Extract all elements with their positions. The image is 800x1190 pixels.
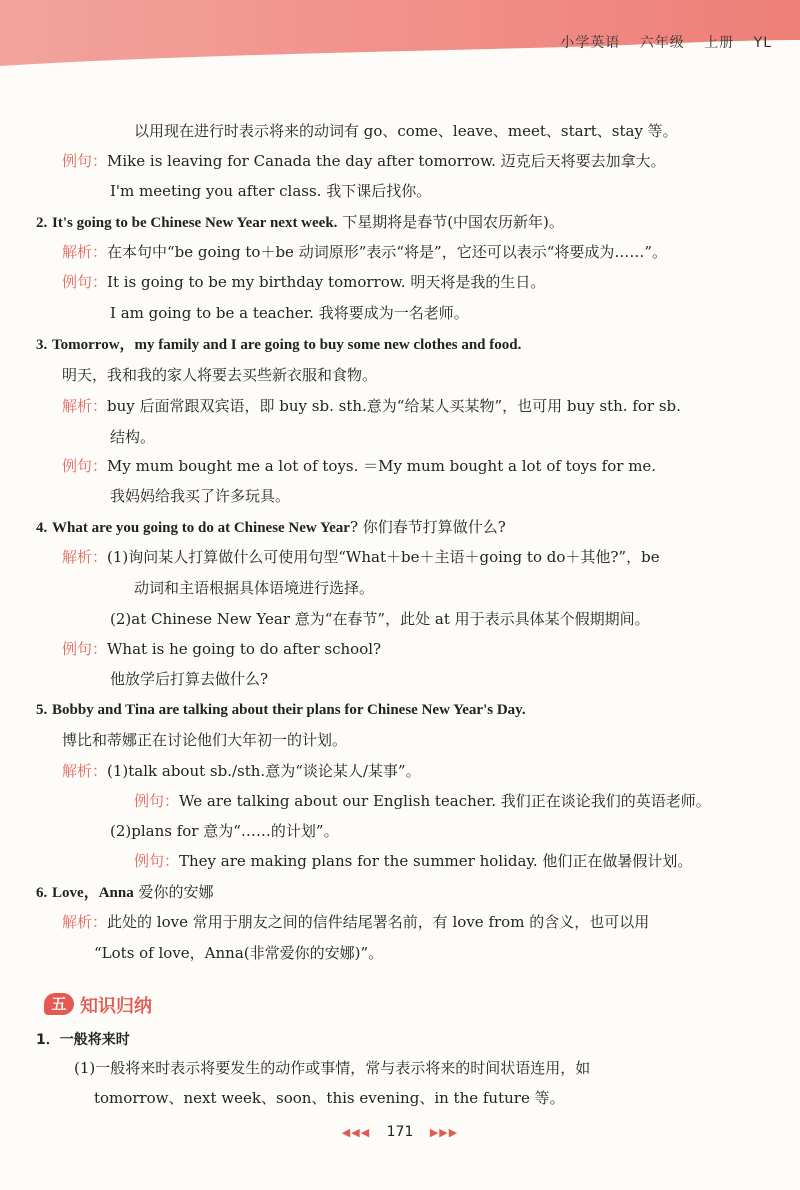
line-text: We are talking about our English teacher. 我们正在谈论我们的英语老师。 xyxy=(179,792,711,810)
label-tag: 解析： xyxy=(62,762,108,780)
label-tag: 例句： xyxy=(62,273,108,291)
label-tag: 例句： xyxy=(62,457,108,475)
line-text: buy 后面常跟双宾语，即 buy sb. sth.意为“给某人买某物”，也可用 buy sth. for sb. xyxy=(107,397,681,415)
line-text: I'm meeting you after class. 我下课后找你。 xyxy=(110,182,432,200)
label-tag: 解析： xyxy=(62,243,108,261)
key-sentence: What are you going to do at Chinese New Year xyxy=(52,520,350,536)
text-line xyxy=(36,699,526,720)
knowledge-heading: 1．一般将来时 xyxy=(36,1032,130,1048)
text-line xyxy=(134,791,711,811)
item-number: 3. xyxy=(36,337,48,353)
text-line xyxy=(110,609,650,629)
text-line xyxy=(94,943,383,963)
label-tag: 解析： xyxy=(62,548,108,566)
line-text: They are making plans for the summer holiday. 他们正在做暑假计划。 xyxy=(179,852,693,870)
text-line xyxy=(134,851,692,871)
text-line xyxy=(62,456,656,476)
line-text: (2)plans for 意为“……的计划”。 xyxy=(110,822,339,840)
next-arrows-icon: ▶▶▶ xyxy=(429,1126,459,1139)
page-footer xyxy=(0,1124,800,1140)
text-line xyxy=(110,669,268,689)
label-tag: 例句： xyxy=(134,852,180,870)
header-info xyxy=(546,32,772,52)
label-tag: 例句： xyxy=(62,152,108,170)
knowledge-line: (1)一般将来时表示将要发生的动作或事情，常与表示将来的时间状语连用，如 xyxy=(74,1059,591,1077)
knowledge-line: tomorrow、next week、soon、this evening、in the future 等。 xyxy=(94,1089,565,1107)
text-line xyxy=(62,730,347,750)
text-line xyxy=(110,821,339,841)
item-number: 2. xyxy=(36,215,48,231)
line-text: 下星期将是春节(中国农历新年)。 xyxy=(337,213,564,231)
section-title: 知识归纳 xyxy=(80,996,152,1017)
text-line xyxy=(36,334,521,355)
line-text: (1)询问某人打算做什么可使用句型“What＋be＋主语＋going to do＋其他?”，be xyxy=(107,548,660,566)
line-text: 他放学后打算去做什么? xyxy=(110,670,269,688)
text-line xyxy=(62,761,421,781)
key-sentence: It's going to be Chinese New Year next week. xyxy=(52,215,338,231)
text-line xyxy=(134,121,678,141)
text-line xyxy=(36,882,214,903)
header-subject: 小学英语 xyxy=(560,35,621,51)
label-tag: 例句： xyxy=(134,792,180,810)
item-number: 4. xyxy=(36,520,48,536)
text-line xyxy=(36,517,506,538)
line-text: My mum bought me a lot of toys. ＝My mum bought a lot of toys for me. xyxy=(107,457,657,475)
line-text: 以用现在进行时表示将来的动词有 go、come、leave、meet、start、stay 等。 xyxy=(134,122,678,140)
line-text: (2)at Chinese New Year 意为“在春节”，此处 at 用于表示具体某个假期期间。 xyxy=(110,610,650,628)
line-text: 明天，我和我的家人将要去买些新衣服和食物。 xyxy=(62,366,378,384)
text-line xyxy=(110,181,431,201)
item-number: 5. xyxy=(36,702,48,718)
key-sentence: Bobby and Tina are talking about their plans for Chinese New Year's Day. xyxy=(52,702,526,718)
text-line xyxy=(62,151,666,171)
line-text: It is going to be my birthday tomorrow. 明天将是我的生日。 xyxy=(107,273,546,291)
text-line xyxy=(62,547,660,567)
line-text: 博比和蒂娜正在讨论他们大年初一的计划。 xyxy=(62,731,348,749)
text-line xyxy=(134,578,374,598)
text-line xyxy=(110,427,155,447)
line-text: I am going to be a teacher. 我将要成为一名老师。 xyxy=(110,304,469,322)
prev-arrows-icon: ◀◀◀ xyxy=(341,1126,371,1139)
text-line xyxy=(62,365,377,385)
line-text: 我妈妈给我买了许多玩具。 xyxy=(110,487,291,505)
line-text: 结构。 xyxy=(110,428,156,446)
line-text: 在本句中“be going to＋be 动词原形”表示“将是”，它还可以表示“将要成为……”。 xyxy=(107,243,668,261)
text-line xyxy=(36,212,564,233)
line-text: ? 你们春节打算做什么? xyxy=(349,518,506,536)
text-line xyxy=(110,486,290,506)
header-volume: 上册 xyxy=(704,35,735,51)
label-tag: 解析： xyxy=(62,397,108,415)
key-sentence: Love，Anna xyxy=(52,885,134,901)
line-text: 此处的 love 常用于朋友之间的信件结尾署名前，有 love from 的含义，也可以用 xyxy=(107,913,650,931)
text-line xyxy=(62,396,681,416)
line-text: 动词和主语根据具体语境进行选择。 xyxy=(134,579,375,597)
header-grade: 六年级 xyxy=(639,35,685,51)
line-text: What is he going to do after school? xyxy=(107,640,382,658)
text-line xyxy=(110,303,469,323)
key-sentence: Tomorrow，my family and I are going to buy some new clothes and food. xyxy=(52,337,522,353)
line-text: 爱你的安娜 xyxy=(133,883,214,901)
line-text: “Lots of love，Anna(非常爱你的安娜)”。 xyxy=(94,944,384,962)
page-header xyxy=(0,0,800,70)
section-badge: 五 xyxy=(44,993,74,1015)
line-text: Mike is leaving for Canada the day after tomorrow. 迈克后天将要去加拿大。 xyxy=(107,152,666,170)
line-text: (1)talk about sb./sth.意为“谈论某人/某事”。 xyxy=(107,762,421,780)
label-tag: 解析： xyxy=(62,913,108,931)
page-number: 171 xyxy=(386,1124,414,1140)
text-line xyxy=(62,242,667,262)
item-number: 6. xyxy=(36,885,48,901)
text-line xyxy=(62,639,381,659)
header-edition: YL xyxy=(753,35,772,51)
label-tag: 例句： xyxy=(62,640,108,658)
text-line xyxy=(62,272,545,292)
text-line xyxy=(62,912,649,932)
